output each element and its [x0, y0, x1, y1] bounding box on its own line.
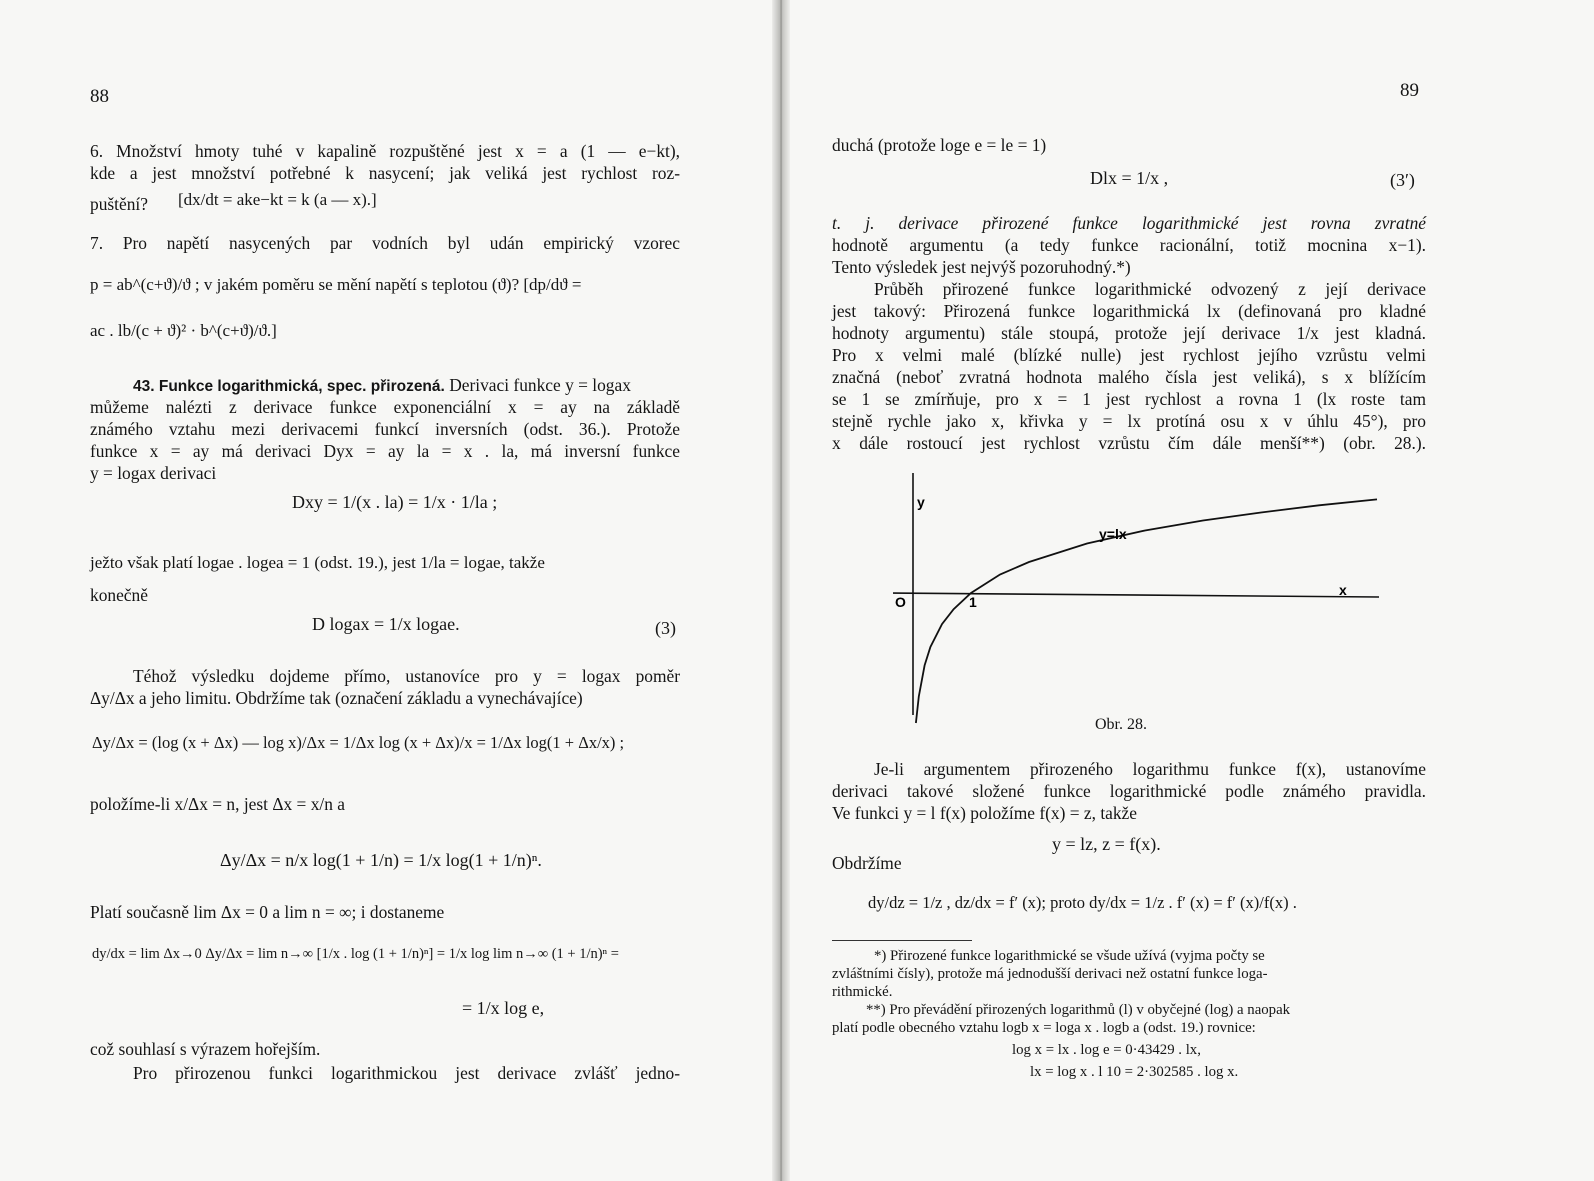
- para2-line-2: jest takový: Přirozená funkce logarithmická lx (definovaná pro kladné: [832, 301, 1426, 321]
- para2-line-5: značná (neboť zvratná hodnota malého čísla jest veliká), s x blížícím: [832, 367, 1426, 387]
- equation-limit-1: dy/dx = lim Δx→0 Δy/Δx = lim n→∞ [1/x . log (1 + 1/n)ⁿ] = 1/x log lim n→∞ (1 + 1/n)ⁿ =: [92, 946, 619, 962]
- line-polozime: položíme-li x/Δx = n, jest Δx = x/n a: [90, 794, 345, 814]
- y-axis-label: y: [917, 494, 925, 510]
- sec43-line-2: můžeme nalézti z derivace funkce exponenciální x = ay na základě: [90, 397, 680, 417]
- footnote-2-line-1: **) Pro převádění přirozených logarithmů (l) v obyčejné (log) a naopak: [866, 1002, 1291, 1018]
- line-konecne: konečně: [90, 585, 148, 605]
- para2-line-6: se 1 se zmírňuje, pro x = 1 jest rychlost a rovna 1 (lx roste tam: [832, 389, 1426, 409]
- equation-dxy: Dxy = 1/(x . la) = 1/x · 1/la ;: [292, 492, 498, 512]
- footnote-2-equation-2: lx = log x . l 10 = 2·302585 . log x.: [1030, 1064, 1239, 1080]
- page-number-right: 89: [1400, 80, 1419, 101]
- line-ducha: duchá (protože loge e = le = 1): [832, 135, 1047, 155]
- footnote-1-line-2: zvláštními čísly), protože má jednodušší derivaci než ostatní funkce loga-: [832, 966, 1268, 982]
- para3-line-2: derivaci takové složené funkce logarithmické podle známého pravidla.: [832, 781, 1426, 801]
- tehoz-line-1: Téhož výsledku dojdeme přímo, ustanovíce pro y = logax poměr: [133, 666, 680, 686]
- para1-line-1: t. j. derivace přirozené funkce logarithmické jest rovna zvratné: [832, 213, 1426, 233]
- curve-y-lx: [916, 499, 1377, 723]
- sec43-line-3: známého vztahu mezi derivacemi funkcí inversních (odst. 36.). Protože: [90, 419, 680, 439]
- para3-line-1: Je-li argumentem přirozeného logarithmu funkce f(x), ustanovíme: [874, 759, 1426, 779]
- line-obdrzime: Obdržíme: [832, 853, 902, 873]
- equation-difference: Δy/Δx = (log (x + Δx) — log x)/Δx = 1/Δx log (x + Δx)/x = 1/Δx log(1 + Δx/x) ;: [92, 733, 625, 752]
- sec43-line-5: y = logax derivaci: [90, 463, 217, 483]
- curve-group: [916, 499, 1377, 723]
- para2-line-7: stejně rychle jako x, křivka y = lx protíná osu x v úhlu 45°), pro: [832, 411, 1426, 431]
- log-graph: [893, 473, 1413, 733]
- sec43-heading: 43. Funkce logarithmická, spec. přirozená.: [133, 378, 445, 395]
- para2-line-4: Pro x velmi malé (blízké nulle) jest rychlost jejího vzrůstu velmi: [832, 345, 1426, 365]
- para3-line-3: Ve funkci y = l f(x) položíme f(x) = z, takže: [832, 803, 1137, 823]
- equation-3: D logax = 1/x logae.: [312, 614, 460, 634]
- ex6-line-2: kde a jest množství potřebné k nasycení; jak veliká jest rychlost roz-: [90, 163, 680, 183]
- ex6-answer: [dx/dt = ake−kt = k (a — x).]: [178, 190, 377, 209]
- left-page: [0, 0, 772, 1181]
- book-gutter: [772, 0, 790, 1181]
- equation-final: dy/dz = 1/z , dz/dx = f′ (x); proto dy/dx = 1/z . f′ (x) = f′ (x)/f(x) .: [868, 893, 1297, 912]
- footnote-2-line-2: platí podle obecného vztahu logb x = loga x . logb a (odst. 19.) rovnice:: [832, 1020, 1256, 1036]
- equation-y-z: y = lz, z = f(x).: [1052, 834, 1161, 854]
- figure-caption: Obr. 28.: [1095, 716, 1147, 733]
- footnote-1-line-3: rithmické.: [832, 984, 893, 1000]
- footnote-2-equation-1: log x = lx . log e = 0·43429 . lx,: [1012, 1042, 1201, 1058]
- x-axis-label: x: [1339, 582, 1347, 598]
- footnote-rule: [832, 940, 972, 941]
- ex7-line-1: 7. Pro napětí nasycených par vodních byl udán empirický vzorec: [90, 233, 680, 253]
- origin-label: O: [895, 594, 906, 610]
- para2-line-8: x dále rostoucí jest rychlost vzrůstu čím dále menší**) (obr. 28.).: [832, 433, 1426, 453]
- equation-3-number: (3): [655, 618, 676, 638]
- ex6-line-3: puštění?: [90, 194, 148, 214]
- equation-n: Δy/Δx = n/x log(1 + 1/n) = 1/x log(1 + 1/n)ⁿ.: [220, 850, 542, 870]
- para2-line-3: hodnoty argumentu) stále stoupá, protože její derivace 1/x jest kladná.: [832, 323, 1426, 343]
- sec43-line-4: funkce x = ay má derivaci Dyx = ay la = x . la, má inversní funkce: [90, 441, 680, 461]
- curve-label: y=lx: [1099, 526, 1127, 542]
- line-jezto: ježto však platí logae . logea = 1 (odst. 19.), jest 1/la = logae, takže: [90, 553, 545, 572]
- ex7-line-2: p = ab^(c+ϑ)/ϑ ; v jakém poměru se mění napětí s teplotou (ϑ)? [dp/dϑ =: [90, 275, 582, 294]
- one-label: 1: [969, 594, 977, 610]
- equation-3-prime: Dlx = 1/x ,: [1090, 168, 1169, 188]
- para2-line-1: Průběh přirozené funkce logarithmické odvozený z její derivace: [874, 279, 1426, 299]
- line-pro: Pro přirozenou funkci logarithmickou jest derivace zvlášť jedno-: [133, 1063, 680, 1083]
- ex6-line-1: 6. Množství hmoty tuhé v kapalině rozpuštěné jest x = a (1 — e−kt),: [90, 141, 680, 161]
- line-plati: Platí současně lim Δx = 0 a lim n = ∞; i dostaneme: [90, 902, 445, 922]
- para1-line-2: hodnotě argumentu (a tedy funkce racionální, totiž mocnina x−1).: [832, 235, 1426, 255]
- sec43-first-line: [133, 374, 631, 398]
- page-number-left: 88: [90, 86, 109, 107]
- line-coz: což souhlasí s výrazem hořejším.: [90, 1039, 321, 1059]
- tehoz-line-2: Δy/Δx a jeho limitu. Obdržíme tak (označení základu a vynechávajíce): [90, 688, 583, 708]
- para1-line-3: Tento výsledek jest nejvýš pozoruhodný.*): [832, 257, 1131, 277]
- equation-limit-2: = 1/x log e,: [462, 998, 545, 1018]
- equation-3-prime-number: (3′): [1390, 170, 1415, 190]
- sec43-line-1: Derivaci funkce y = logax: [449, 375, 631, 395]
- x-axis: [893, 593, 1379, 597]
- ex7-line-3: ac . lb/(c + ϑ)² · b^(c+ϑ)/ϑ.]: [90, 321, 277, 340]
- footnote-1-line-1: *) Přirozené funkce logarithmické se všude užívá (vyjma počty se: [874, 948, 1265, 964]
